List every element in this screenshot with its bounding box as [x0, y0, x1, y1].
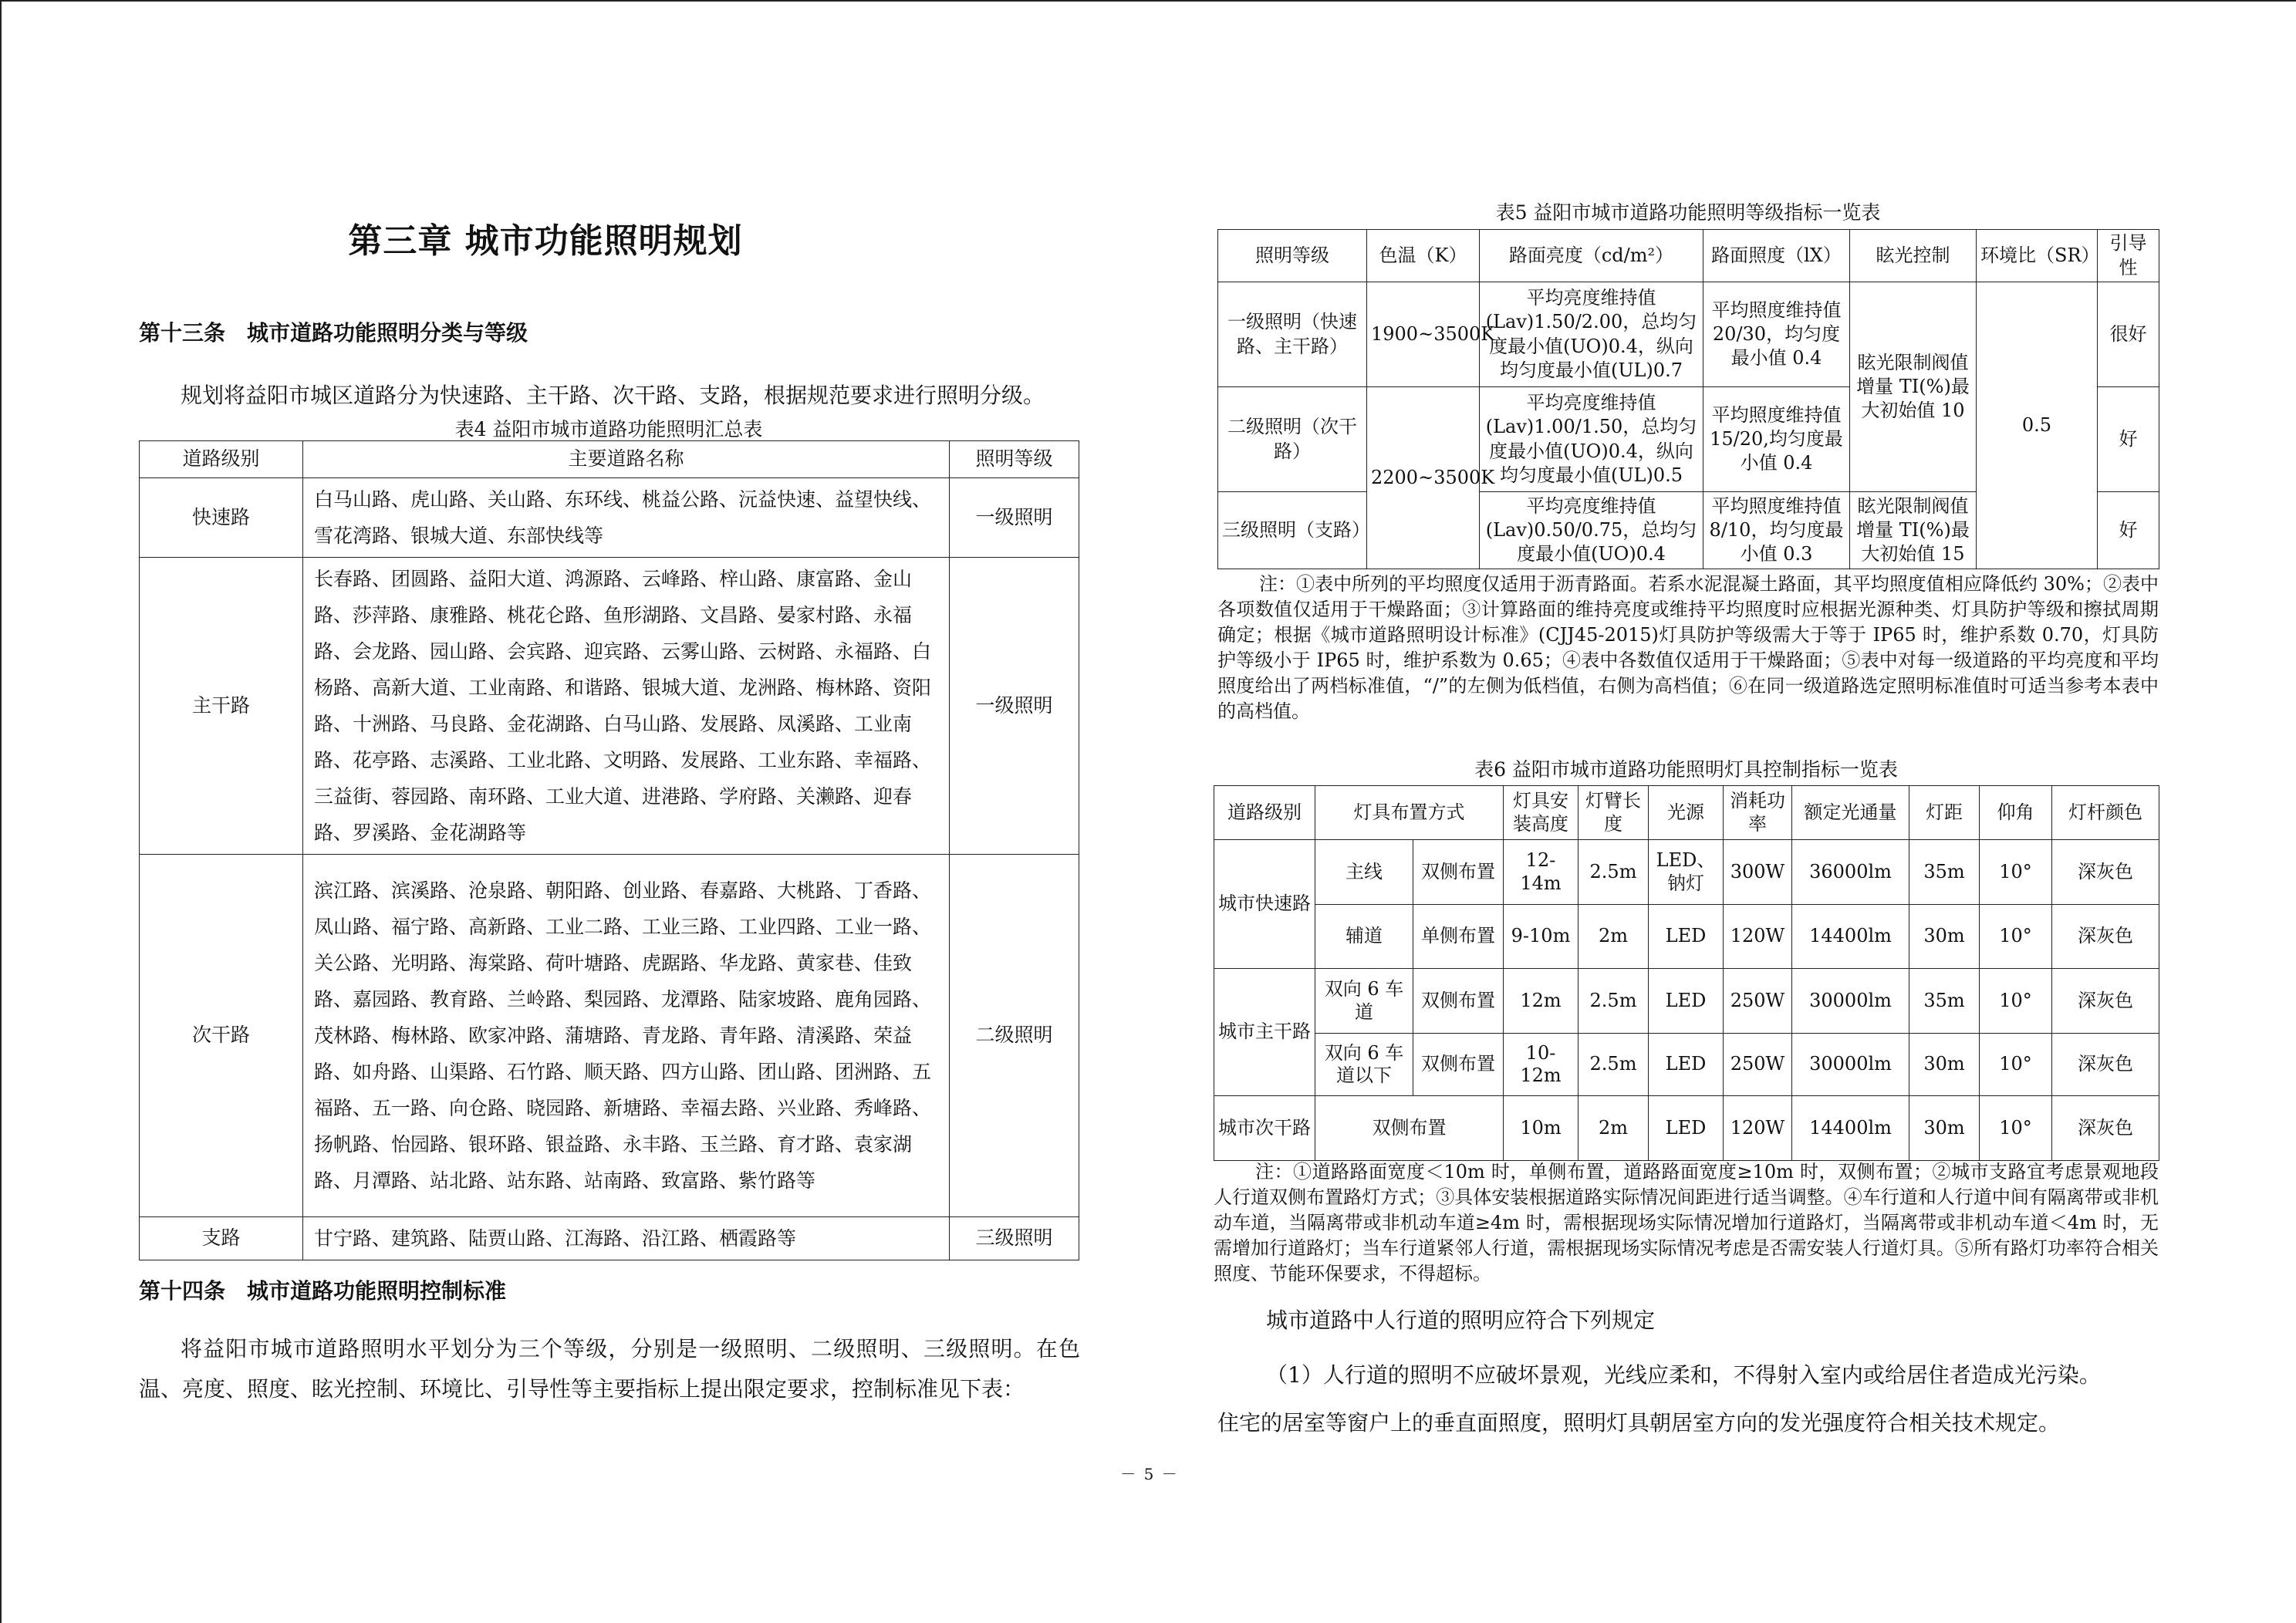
install-height-cell: 12-14m — [1504, 840, 1578, 905]
road-names-cell: 滨江路、滨溪路、沧泉路、朝阳路、创业路、春嘉路、大桃路、丁香路、凤山路、福宁路、高新路、工业二路、工业三路、工业四路、工业一路、关公路、光明路、海棠路、荷叶塘路、虎踞路、华龙路、黄家巷、佳致路、嘉园路、教育路、兰岭路、梨园路、龙潭路、陆家坡路、鹿角园路、茂林路、梅林路、欧家冲路、蒲塘路、青龙路、青年路、清溪路、荣益路、如舟路、山渠路、石竹路、顺天路、四方山路、团山路、团洲路、五福路、五一路、向仓路、晓园路、新塘路、幸福去路、兴业路、秀峰路、扬帆路、怡园路、银环路、银益路、永丰路、玉兰路、育才路、袁家湖路、月潭路、站北路、站东路、站南路、致富路、紫竹路等 — [303, 855, 950, 1217]
lighting-grade-cell: 三级照明 — [950, 1217, 1079, 1260]
luminance-cell: 平均亮度维持值(Lav)1.50/2.00，总均匀度最小值(UO)0.4，纵向均匀度最小值(UL)0.7 — [1480, 282, 1703, 387]
lighting-grade-cell: 一级照明（快速路、主干路） — [1218, 282, 1367, 387]
section-13-title: 第十三条 城市道路功能照明分类与等级 — [139, 320, 528, 346]
road-level-cell: 城市主干路 — [1214, 969, 1315, 1096]
pedestrian-heading: 城市道路中人行道的照明应符合下列规定 — [1266, 1308, 1656, 1333]
arm-length-cell: 2m — [1578, 905, 1649, 969]
arm-length-cell: 2m — [1578, 1096, 1649, 1161]
layout-cell: 双侧布置 — [1413, 1034, 1504, 1096]
section-14-intro: 将益阳市城市道路照明水平划分为三个等级，分别是一级照明、二级照明、三级照明。在色温、亮度、照度、眩光控制、环境比、引导性等主要指标上提出限定要求，控制标准见下表： — [139, 1336, 1080, 1402]
road-level-cell: 次干路 — [140, 855, 303, 1217]
guidance-cell: 很好 — [2098, 282, 2159, 387]
header-cell: 消耗功率 — [1724, 786, 1792, 840]
luminous-flux-cell: 14400lm — [1792, 905, 1909, 969]
color-temp-cell: 1900~3500K — [1367, 282, 1480, 387]
header-cell: 额定光通量 — [1792, 786, 1909, 840]
pole-color-cell: 深灰色 — [2052, 969, 2159, 1034]
install-height-cell: 9-10m — [1504, 905, 1578, 969]
install-height-cell: 12m — [1504, 969, 1578, 1034]
header-cell: 色温（K） — [1367, 230, 1480, 282]
light-source-cell: LED、钠灯 — [1649, 840, 1724, 905]
luminous-flux-cell: 30000lm — [1792, 1034, 1909, 1096]
road-names-cell: 长春路、团圆路、益阳大道、鸿源路、云峰路、梓山路、康富路、金山路、莎萍路、康雅路、桃花仑路、鱼形湖路、文昌路、晏家村路、永福路、会龙路、园山路、会宾路、迎宾路、云雾山路、云树路、永福路、白杨路、高新大道、工业南路、和谐路、银城大道、龙洲路、梅林路、资阳路、十洲路、马良路、金花湖路、白马山路、发展路、凤溪路、工业南路、花亭路、志溪路、工业北路、文明路、发展路、工业东路、幸福路、三益街、蓉园路、南环路、工业大道、进港路、学府路、关濑路、迎春路、罗溪路、金花湖路等 — [303, 558, 950, 855]
section-13-intro: 规划将益阳市城区道路分为快速路、主干路、次干路、支路，根据规范要求进行照明分级。 — [181, 383, 1045, 408]
header-cell: 环境比（SR） — [1977, 230, 2098, 282]
table-row — [1214, 1096, 2159, 1161]
road-level-cell: 主干路 — [140, 558, 303, 855]
pole-color-cell: 深灰色 — [2052, 905, 2159, 969]
light-source-cell: LED — [1649, 905, 1724, 969]
table-row — [1214, 840, 2159, 905]
elevation-angle-cell: 10° — [1980, 840, 2052, 905]
install-height-cell: 10m — [1504, 1096, 1578, 1161]
power-cell: 250W — [1724, 1034, 1792, 1096]
table-header-row — [1218, 230, 2159, 282]
elevation-angle-cell: 10° — [1980, 1096, 2052, 1161]
lighting-grade-cell: 一级照明 — [950, 478, 1079, 558]
spacing-cell: 35m — [1909, 840, 1980, 905]
lighting-grade-cell: 二级照明 — [950, 855, 1079, 1217]
table6-luminaire-indicators — [1214, 785, 2159, 1161]
glare-control-cell: 眩光限制阀值增量 TI(%)最大初始值 15 — [1850, 492, 1977, 569]
lighting-grade-cell: 三级照明（支路） — [1218, 492, 1367, 569]
table-header-row — [140, 441, 1079, 478]
luminance-cell: 平均亮度维持值(Lav)1.00/1.50，总均匀度最小值(UO)0.4，纵向均匀度最小值(UL)0.5 — [1480, 387, 1703, 492]
pole-color-cell: 深灰色 — [2052, 1034, 2159, 1096]
road-section-cell: 辅道 — [1315, 905, 1413, 969]
road-names-cell: 甘宁路、建筑路、陆贾山路、江海路、沿江路、栖霞路等 — [303, 1217, 950, 1260]
elevation-angle-cell: 10° — [1980, 969, 2052, 1034]
luminance-cell: 平均亮度维持值(Lav)0.50/0.75，总均匀度最小值(UO)0.4 — [1480, 492, 1703, 569]
light-source-cell: LED — [1649, 969, 1724, 1034]
spacing-cell: 35m — [1909, 969, 1980, 1034]
road-level-cell: 城市快速路 — [1214, 840, 1315, 969]
header-cell: 灯臂长度 — [1578, 786, 1649, 840]
luminous-flux-cell: 36000lm — [1792, 840, 1909, 905]
surround-ratio-cell: 0.5 — [1977, 282, 2098, 569]
install-height-cell: 10-12m — [1504, 1034, 1578, 1096]
header-cell: 道路级别 — [1214, 786, 1315, 840]
spacing-cell: 30m — [1909, 1034, 1980, 1096]
guidance-cell: 好 — [2098, 492, 2159, 569]
layout-cell: 双侧布置 — [1315, 1096, 1504, 1161]
spacing-cell: 30m — [1909, 1096, 1980, 1161]
arm-length-cell: 2.5m — [1578, 969, 1649, 1034]
header-cell: 道路级别 — [140, 441, 303, 478]
glare-control-cell: 眩光限制阀值增量 TI(%)最大初始值 10 — [1850, 282, 1977, 492]
header-cell: 路面亮度（cd/m²） — [1480, 230, 1703, 282]
illuminance-cell: 平均照度维持值8/10，均匀度最小值 0.3 — [1703, 492, 1850, 569]
power-cell: 250W — [1724, 969, 1792, 1034]
chapter-title: 第三章 城市功能照明规划 — [348, 221, 743, 261]
page-top-border — [0, 0, 2296, 2]
illuminance-cell: 平均照度维持值15/20,均匀度最小值 0.4 — [1703, 387, 1850, 492]
header-cell: 灯距 — [1909, 786, 1980, 840]
table-row — [140, 855, 1079, 1217]
road-level-cell: 支路 — [140, 1217, 303, 1260]
light-source-cell: LED — [1649, 1034, 1724, 1096]
table-row — [1214, 905, 2159, 969]
table-row — [1214, 969, 2159, 1034]
lighting-grade-cell: 二级照明（次干路） — [1218, 387, 1367, 492]
power-cell: 300W — [1724, 840, 1792, 905]
luminous-flux-cell: 30000lm — [1792, 969, 1909, 1034]
header-cell: 仰角 — [1980, 786, 2052, 840]
guidance-cell: 好 — [2098, 387, 2159, 492]
table-row — [140, 1217, 1079, 1260]
road-section-cell: 双向 6 车道以下 — [1315, 1034, 1413, 1096]
pole-color-cell: 深灰色 — [2052, 840, 2159, 905]
spacing-cell: 30m — [1909, 905, 1980, 969]
road-section-cell: 主线 — [1315, 840, 1413, 905]
table5-note: 注：①表中所列的平均照度仅适用于沥青路面。若系水泥混凝土路面，其平均照度值相应降低约 30%；②表中各项数值仅适用于干燥路面；③计算路面的维持亮度或维持平均照度时应根据光源种类、灯具防护等级和擦拭周期确定；根据《城市道路照明设计标准》(CJJ45-2015)灯具防护等级需大于等于 IP65 时，维护系数 0.70，灯具防护等级小于 IP65 时，维护系数为 0.65；④表中各数值仅适用于干燥路面；⑤表中对每一级道路的平均亮度和平均照度给出了两档标准值，“/”的左侧为低档值，右侧为高档值；⑥在同一级道路选定照明标准值时可适当参考本表中的高档值。 — [1217, 573, 2159, 722]
pedestrian-rule-1: （1）人行道的照明不应破坏景观，光线应柔和，不得射入室内或给居住者造成光污染。 — [1266, 1362, 2101, 1388]
table6-caption: 表6 益阳市城市道路功能照明灯具控制指标一览表 — [1474, 758, 1898, 781]
luminous-flux-cell: 14400lm — [1792, 1096, 1909, 1161]
header-cell: 光源 — [1649, 786, 1724, 840]
power-cell: 120W — [1724, 905, 1792, 969]
header-cell: 引导性 — [2098, 230, 2159, 282]
pole-color-cell: 深灰色 — [2052, 1096, 2159, 1161]
arm-length-cell: 2.5m — [1578, 1034, 1649, 1096]
light-source-cell: LED — [1649, 1096, 1724, 1161]
header-cell: 照明等级 — [950, 441, 1079, 478]
header-cell: 路面照度（lX） — [1703, 230, 1850, 282]
color-temp-cell: 2200~3500K — [1367, 387, 1480, 569]
arm-length-cell: 2.5m — [1578, 840, 1649, 905]
table-row — [140, 478, 1079, 558]
illuminance-cell: 平均照度维持值20/30，均匀度最小值 0.4 — [1703, 282, 1850, 387]
header-cell: 灯具布置方式 — [1315, 786, 1504, 840]
header-cell: 灯具安装高度 — [1504, 786, 1578, 840]
header-cell: 灯杆颜色 — [2052, 786, 2159, 840]
table5-caption: 表5 益阳市城市道路功能照明等级指标一览表 — [1495, 201, 1881, 224]
layout-cell: 单侧布置 — [1413, 905, 1504, 969]
table-row — [1214, 1034, 2159, 1096]
lighting-grade-cell: 一级照明 — [950, 558, 1079, 855]
road-section-cell: 双向 6 车道 — [1315, 969, 1413, 1034]
layout-cell: 双侧布置 — [1413, 840, 1504, 905]
header-cell: 眩光控制 — [1850, 230, 1977, 282]
section-14-title: 第十四条 城市道路功能照明控制标准 — [139, 1278, 507, 1304]
table6-note: 注：①道路路面宽度＜10m 时，单侧布置，道路路面宽度≥10m 时，双侧布置；②城市支路宜考虑景观地段人行道双侧布置路灯方式；③具体安装根据道路实际情况间距进行适当调整。④车行道和人行道中间有隔离带或非机动车道，当隔离带或非机动车道≥4m 时，需根据现场实际情况增加行道路灯，当隔离带或非机动车道＜4m 时，无需增加行道路灯；当车行道紧邻人行道，需根据现场实际情况考虑是否需安装人行道灯具。⑤所有路灯功率符合相关照度、节能环保要求，不得超标。 — [1214, 1161, 2159, 1284]
power-cell: 120W — [1724, 1096, 1792, 1161]
elevation-angle-cell: 10° — [1980, 1034, 2052, 1096]
table-row — [140, 558, 1079, 855]
table-header-row — [1214, 786, 2159, 840]
table5-lighting-grade-indicators — [1217, 229, 2159, 569]
pedestrian-rule-1-cont: 住宅的居室等窗户上的垂直面照度，照明灯具朝居室方向的发光强度符合相关技术规定。 — [1217, 1410, 2061, 1436]
header-cell: 照明等级 — [1218, 230, 1367, 282]
road-names-cell: 白马山路、虎山路、关山路、东环线、桃益公路、沅益快速、益望快线、雪花湾路、银城大道、东部快线等 — [303, 478, 950, 558]
table4-road-lighting-summary — [139, 440, 1079, 1260]
road-level-cell: 城市次干路 — [1214, 1096, 1315, 1161]
header-cell: 主要道路名称 — [303, 441, 950, 478]
table4-caption: 表4 益阳市城市道路功能照明汇总表 — [454, 418, 763, 440]
layout-cell: 双侧布置 — [1413, 969, 1504, 1034]
elevation-angle-cell: 10° — [1980, 905, 2052, 969]
road-level-cell: 快速路 — [140, 478, 303, 558]
table-row — [1218, 282, 2159, 387]
page-number: － 5 － — [1120, 1465, 1179, 1483]
